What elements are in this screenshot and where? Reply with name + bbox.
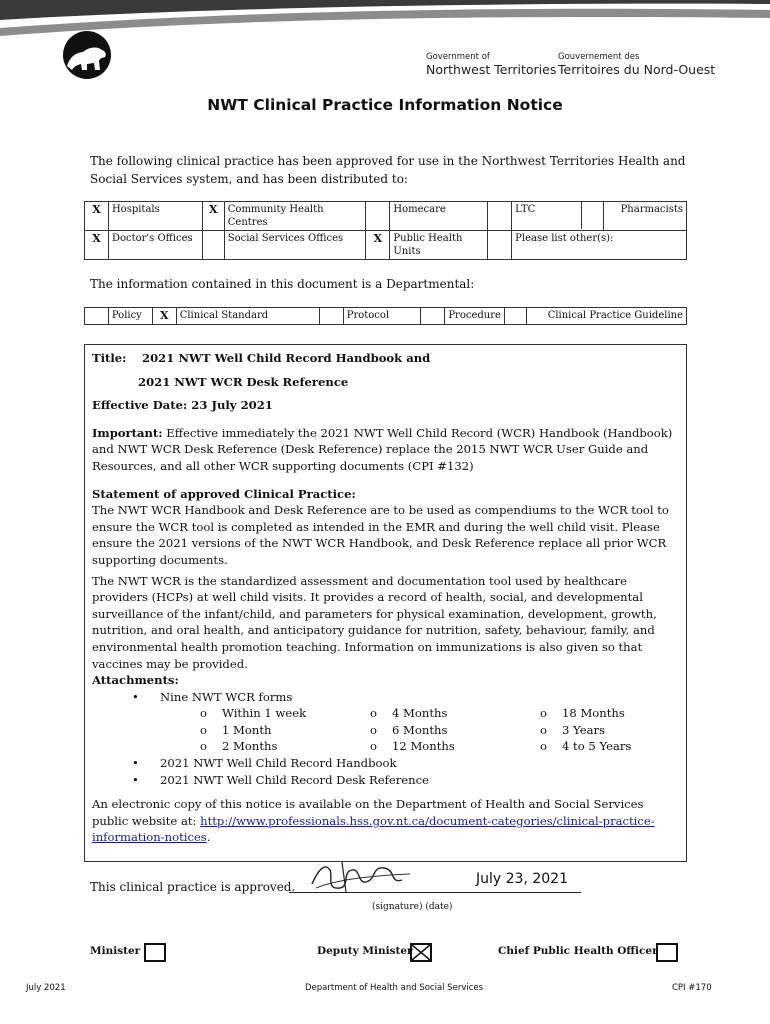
protocol-label: Protocol <box>343 308 421 325</box>
footer-department: Department of Health and Social Services <box>305 983 484 993</box>
effective-date: Effective Date: 23 July 2021 <box>92 398 273 413</box>
gov-fr-small: Gouvernement des <box>558 52 640 62</box>
cpho-label: Chief Public Health Officer <box>498 945 658 957</box>
form-item: o 12 Months <box>370 738 540 755</box>
intro-text: The following clinical practice has been approved for use in the Northwest Territories Health and Social Services system, and has been distributed to: <box>90 154 686 186</box>
chc-mark: X <box>202 202 224 231</box>
notice-title-line2: 2021 NWT WCR Desk Reference <box>138 374 349 389</box>
important-paragraph <box>92 425 679 475</box>
social-services-label: Social Services Offices <box>224 231 366 260</box>
link-period: . <box>206 830 211 845</box>
clinical-standard-mark: X <box>152 308 176 325</box>
cpho-checkbox[interactable] <box>656 943 678 962</box>
homecare-label: Homecare <box>390 202 488 231</box>
hospitals-mark: X <box>85 202 109 231</box>
statement-heading: Statement of approved Clinical Practice: <box>92 486 356 501</box>
attachment-desk-reference: 2021 NWT Well Child Record Desk Reference <box>160 772 429 787</box>
important-label: Important: <box>92 425 163 440</box>
electronic-copy-text: An electronic copy of this notice is available on the Department of Health and Social Services public website at: <box>92 797 644 828</box>
signature-date: July 23, 2021 <box>476 871 568 887</box>
gov-en-small: Government of <box>426 52 490 62</box>
cpi-website-link[interactable]: http://www.professionals.hss.gov.nt.ca/document-categories/clinical-practice-information-notices <box>92 813 655 845</box>
attachments-heading: Attachments: <box>92 673 179 688</box>
signature-scribble <box>306 858 416 898</box>
chc-label: Community Health Centres <box>224 202 366 231</box>
document-type-table <box>84 307 687 325</box>
hospitals-label: Hospitals <box>108 202 202 231</box>
notice-title-line1: 2021 NWT Well Child Record Handbook and <box>142 351 431 365</box>
policy-mark <box>85 308 109 325</box>
gov-fr-name: Territoires du Nord-Ouest <box>558 62 716 77</box>
doctors-label: Doctor's Offices <box>108 231 202 260</box>
attachment-handbook: 2021 NWT Well Child Record Handbook <box>160 756 397 771</box>
footer-date: July 2021 <box>26 983 66 993</box>
minister-label: Minister <box>90 945 141 957</box>
other-label: Please list other(s): <box>512 231 687 260</box>
checkbox-x-mark <box>412 945 430 960</box>
guideline-label: Clinical Practice Guideline <box>526 308 686 325</box>
public-health-mark: X <box>366 231 390 260</box>
form-item: o 18 Months <box>540 705 660 722</box>
approval-text: This clinical practice is approved. <box>90 880 296 894</box>
form-item: o 1 Month <box>200 722 370 739</box>
attachment-item: • Nine NWT WCR forms <box>132 689 293 704</box>
gov-en-name: Northwest Territories <box>426 62 557 77</box>
clinical-standard-label: Clinical Standard <box>176 308 319 325</box>
page-title: NWT Clinical Practice Information Notice <box>207 96 563 114</box>
ltc-mark <box>488 202 512 231</box>
form-item: o 4 Months <box>370 705 540 722</box>
deputy-minister-checkbox[interactable] <box>410 943 432 962</box>
homecare-mark <box>366 202 390 231</box>
form-item: o 4 to 5 Years <box>540 738 660 755</box>
minister-checkbox[interactable] <box>144 943 166 962</box>
pharmacists-label: Pharmacists <box>604 202 687 231</box>
form-item: o 2 Months <box>200 738 370 755</box>
guideline-mark <box>504 308 526 324</box>
government-wordmark <box>426 52 715 77</box>
public-health-label: Public Health Units <box>390 231 488 260</box>
policy-label: Policy <box>108 308 152 325</box>
social-services-mark <box>202 231 224 260</box>
electronic-copy-paragraph <box>92 796 679 846</box>
notice-body <box>84 344 687 862</box>
polar-bear-logo <box>60 30 115 80</box>
footer-cpi-number: CPI #170 <box>672 983 712 993</box>
title-label: Title: <box>92 351 127 365</box>
doctors-mark: X <box>85 231 109 260</box>
statement-text: The NWT WCR Handbook and Desk Reference are to be used as compendiums to the WCR tool to ensure the WCR tool is completed as intended in the EMR and during the well child visit. Please ensure the 2021 versions of the NWT WCR Handbook, and Desk Reference replace all prior WCR supporting documents. <box>92 503 669 567</box>
attachment-item: • 2021 NWT Well Child Record Handbook <box>132 756 397 771</box>
protocol-mark <box>319 308 343 325</box>
other-mark <box>488 231 512 260</box>
distribution-table <box>84 201 687 260</box>
wcr-forms-list <box>200 705 679 755</box>
attachment-item: • 2021 NWT Well Child Record Desk Reference <box>132 772 429 787</box>
procedure-label: Procedure <box>448 310 501 321</box>
description-paragraph: The NWT WCR is the standardized assessment and documentation tool used by healthcare providers (HCPs) at well child visits. It provides a record of health, social, and developmental surveillance of the infant/child, and parameters for physical examination, development, growth, nutrition, and oral health, and anticipatory guidance for nutrition, safety, behaviour, family, and environmental health promotion teaching. Information on immunizations is also given so that vaccines may be provided. <box>92 573 657 671</box>
form-item: o 6 Months <box>370 722 540 739</box>
department-type-line: The information contained in this document is a Departmental: <box>90 277 475 291</box>
header-swoosh <box>0 0 770 50</box>
form-item: o Within 1 week <box>200 705 370 722</box>
form-item: o 3 Years <box>540 722 660 739</box>
procedure-mark <box>421 308 445 325</box>
pharmacists-mark <box>581 202 603 229</box>
signature-caption: (signature) (date) <box>372 902 453 912</box>
important-text: Effective immediately the 2021 NWT Well Child Record (WCR) Handbook (Handbook) and NWT WCR Desk Reference (Desk Reference) replace the 2015 NWT WCR User Guide and Resources, and all other WCR supporting documents (CPI #132) <box>92 425 673 473</box>
deputy-minister-label: Deputy Minister <box>317 945 413 957</box>
ltc-label: LTC <box>515 204 536 215</box>
attachment-forms: Nine NWT WCR forms <box>160 689 293 704</box>
